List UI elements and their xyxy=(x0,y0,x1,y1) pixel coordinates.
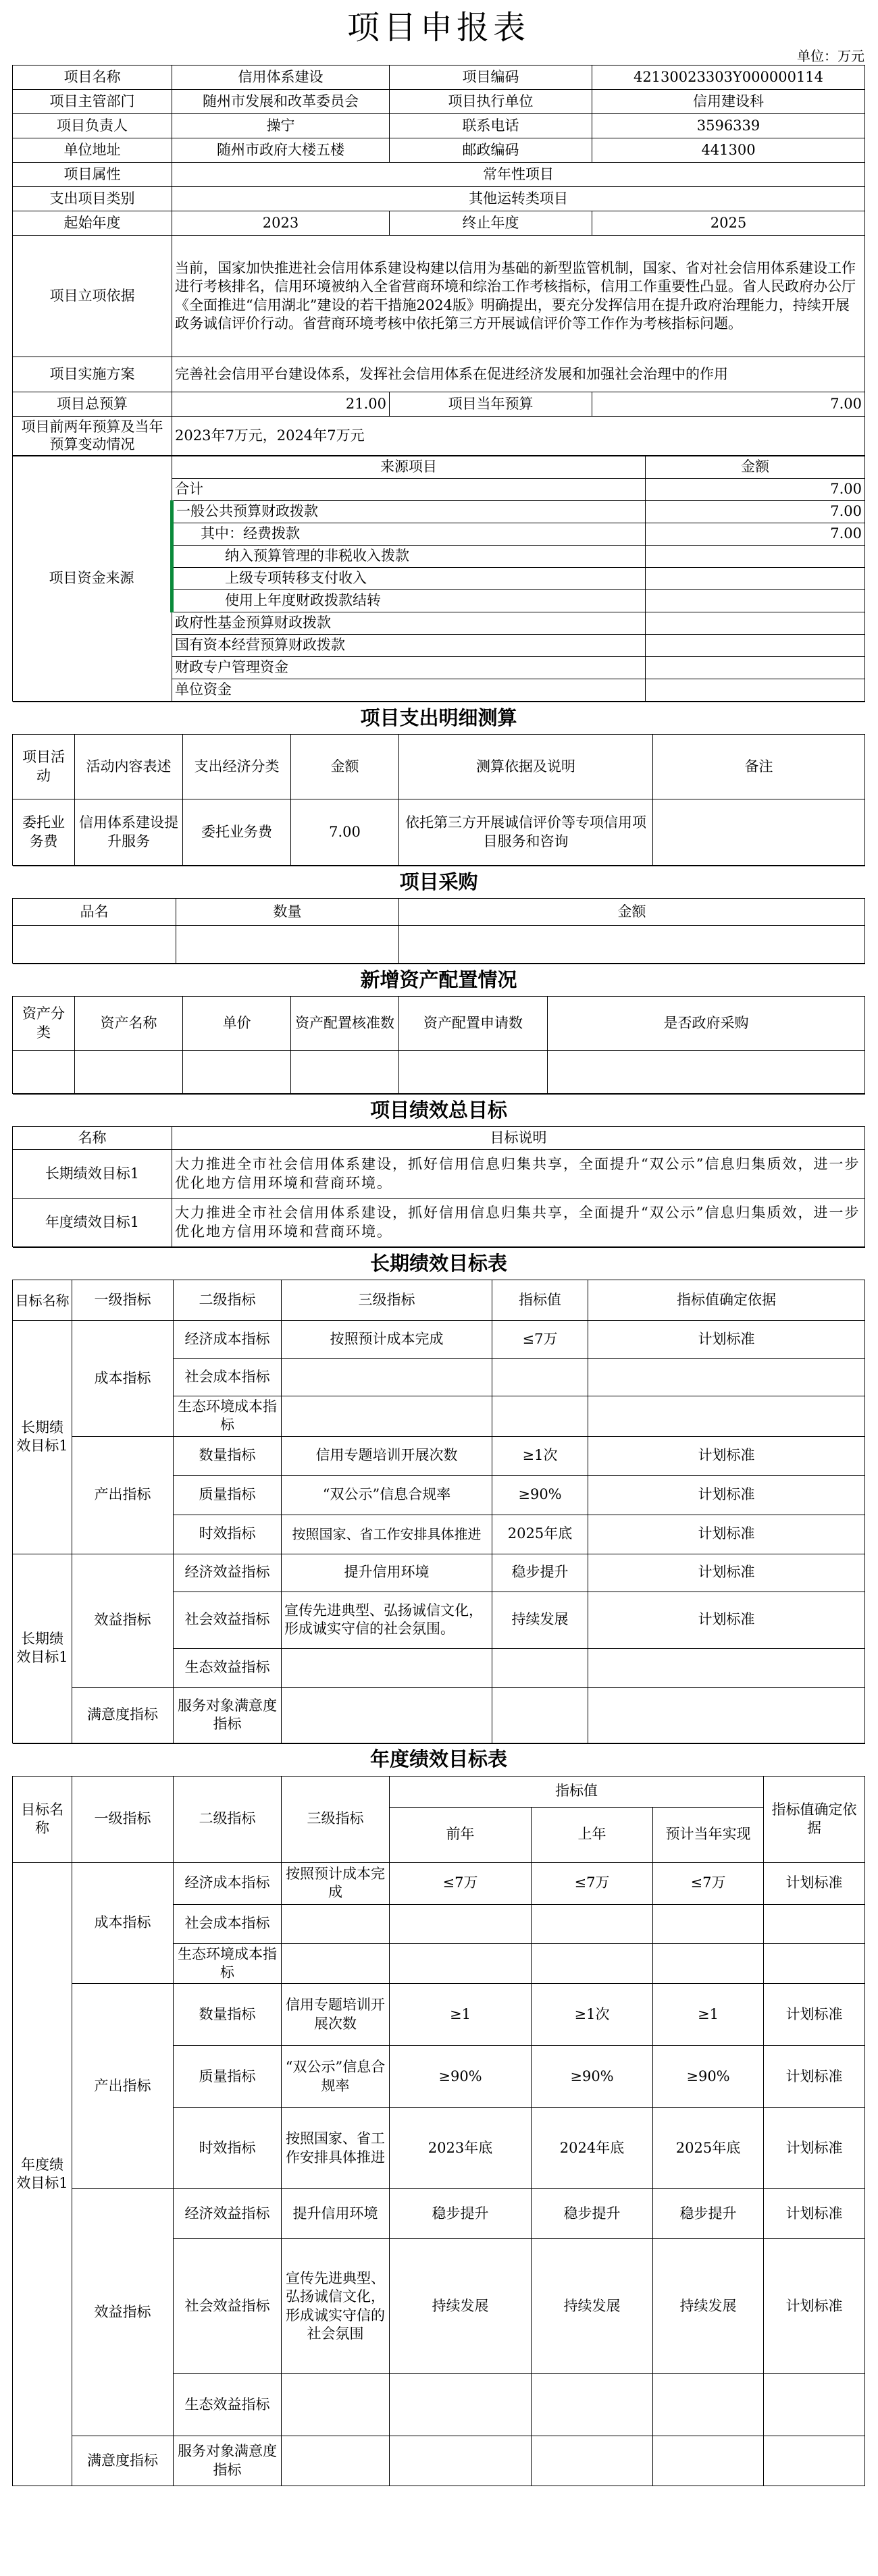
value-last xyxy=(532,1904,653,1943)
end-year: 2025 xyxy=(592,211,865,236)
header-cell: 测算依据及说明 xyxy=(399,735,653,799)
level2-indicator: 数量指标 xyxy=(174,1984,282,2046)
level2-indicator: 经济成本指标 xyxy=(174,1321,282,1359)
funds-amount xyxy=(646,679,865,702)
funds-label: 项目资金来源 xyxy=(13,456,172,702)
level2-indicator: 经济效益指标 xyxy=(174,1554,282,1592)
long-goal-text: 大力推进全市社会信用体系建设，抓好信用信息归集共享，全面提升“双公示”信息归集质效，进一步优化地方信用环境和营商环境。 xyxy=(172,1150,865,1199)
project-basis: 当前，国家加快推进社会信用体系建设构建以信用为基础的新型监管机制，国家、省对社会信用体系建设工作进行考核排名，信用环境被纳入全省营商环境和综治工作考核指标，信用工作重要性凸显。省人民政府办公厅《全面推进“信用湖北”建设的若干措施2024版》明确提出，要充分发挥信用在提升政府治理能力，持续开展政务诚信评价行动。省营商环境考核中依托第三方开展诚信评价等工作作为考核指标问题。 xyxy=(172,236,865,357)
funds-source-item: 上级专项转移支付收入 xyxy=(172,568,646,590)
label-cell: 起始年度 xyxy=(13,211,172,236)
detail-cell: 7.00 xyxy=(291,799,399,866)
header-cell: 指标值 xyxy=(492,1280,588,1321)
asset-table xyxy=(12,964,865,1094)
header-cell: 三级指标 xyxy=(282,1280,492,1321)
level3-indicator xyxy=(282,2436,390,2486)
exec-unit: 信用建设科 xyxy=(592,90,865,114)
level3-indicator: 按照国家、省工作安排具体推进 xyxy=(282,1515,492,1554)
header-cell: 数量 xyxy=(176,899,399,926)
value-last xyxy=(532,1943,653,1984)
indicator-basis: 计划标准 xyxy=(764,2046,865,2108)
label-cell: 联系电话 xyxy=(390,114,592,138)
value-current: 2025年底 xyxy=(653,2108,764,2189)
header-cell: 支出经济分类 xyxy=(183,735,291,799)
funds-amount xyxy=(646,657,865,679)
page-title: 项目申报表 xyxy=(346,9,530,47)
funds-source-head: 来源项目 xyxy=(172,456,646,479)
indicator-basis: 计划标准 xyxy=(764,2108,865,2189)
label-cell: 项目实施方案 xyxy=(13,357,172,392)
indicator-value: ≥1次 xyxy=(492,1436,588,1475)
level3-indicator: 提升信用环境 xyxy=(282,1554,492,1592)
funds-source-item: 其中：经费拨款 xyxy=(172,523,646,546)
funds-table xyxy=(12,456,865,702)
label-cell: 单位地址 xyxy=(13,138,172,163)
indicator-basis xyxy=(764,1904,865,1943)
indicator-value: 稳步提升 xyxy=(492,1554,588,1592)
indicator-basis xyxy=(588,1648,865,1687)
label-cell: 项目前两年预算及当年预算变动情况 xyxy=(13,417,172,456)
funds-amount xyxy=(646,635,865,657)
value-last: ≥90% xyxy=(532,2046,653,2108)
level2-indicator: 生态效益指标 xyxy=(174,1648,282,1687)
header-cell: 备注 xyxy=(653,735,865,799)
header-cell: 一级指标 xyxy=(72,1280,174,1321)
header-cell: 目标说明 xyxy=(172,1127,865,1150)
funds-source-item: 政府性基金预算财政拨款 xyxy=(172,612,646,635)
indicator-value: ≤7万 xyxy=(492,1321,588,1359)
empty-cell xyxy=(399,926,865,964)
year-goal-text: 大力推进全市社会信用体系建设，抓好信用信息归集共享，全面提升“双公示”信息归集质效，进一步优化地方信用环境和营商环境。 xyxy=(172,1199,865,1247)
header-cell: 资产分类 xyxy=(13,997,75,1051)
year-goal-label: 年度绩效目标1 xyxy=(13,1199,172,1247)
level1-indicator: 产出指标 xyxy=(72,1984,174,2189)
indicator-basis xyxy=(588,1359,865,1396)
funds-source-item: 国有资本经营预算财政拨款 xyxy=(172,635,646,657)
value-before-last: 2023年底 xyxy=(390,2108,532,2189)
value-before-last xyxy=(390,2436,532,2486)
header-cell: 名称 xyxy=(13,1127,172,1150)
funds-source-item: 一般公共预算财政拨款 xyxy=(172,501,646,523)
label-cell: 邮政编码 xyxy=(390,138,592,163)
project-owner: 操宁 xyxy=(172,114,390,138)
indicator-basis: 计划标准 xyxy=(588,1515,865,1554)
header-cell: 活动内容表述 xyxy=(75,735,183,799)
value-current xyxy=(653,1904,764,1943)
value-current: ≥90% xyxy=(653,2046,764,2108)
goal-name: 长期绩效目标1 xyxy=(13,1321,72,1554)
long-goal-label: 长期绩效目标1 xyxy=(13,1150,172,1199)
header-cell: 品名 xyxy=(13,899,176,926)
value-last: ≥1次 xyxy=(532,1984,653,2046)
total-budget: 21.00 xyxy=(172,392,390,417)
level3-indicator: 按照国家、省工作安排具体推进 xyxy=(282,2108,390,2189)
label-cell: 项目主管部门 xyxy=(13,90,172,114)
indicator-basis xyxy=(764,2436,865,2486)
value-before-last: 稳步提升 xyxy=(390,2189,532,2239)
label-cell: 项目执行单位 xyxy=(390,90,592,114)
indicator-basis: 计划标准 xyxy=(588,1321,865,1359)
unit-label: 单位：万元 xyxy=(797,48,864,64)
indicator-basis: 计划标准 xyxy=(764,1862,865,1904)
project-dept: 随州市发展和改革委员会 xyxy=(172,90,390,114)
indicator-value: 2025年底 xyxy=(492,1515,588,1554)
level3-indicator xyxy=(282,1943,390,1984)
header-cell: 预计当年实现 xyxy=(653,1807,764,1862)
level3-indicator xyxy=(282,1687,492,1743)
indicator-basis: 计划标准 xyxy=(764,2189,865,2239)
indicator-value: 持续发展 xyxy=(492,1592,588,1648)
header-cell: 单价 xyxy=(183,997,291,1051)
level2-indicator: 数量指标 xyxy=(174,1436,282,1475)
indicator-basis: 计划标准 xyxy=(588,1554,865,1592)
level3-indicator xyxy=(282,1904,390,1943)
section-title: 年度绩效目标表 xyxy=(13,1743,865,1776)
empty-cell xyxy=(399,1051,548,1094)
level2-indicator: 生态环境成本指标 xyxy=(174,1943,282,1984)
level2-indicator: 质量指标 xyxy=(174,2046,282,2108)
empty-cell xyxy=(75,1051,183,1094)
level2-indicator: 社会成本指标 xyxy=(174,1904,282,1943)
empty-cell xyxy=(548,1051,865,1094)
indicator-basis xyxy=(588,1396,865,1437)
goals-table xyxy=(12,1094,865,1247)
header-cell: 目标名称 xyxy=(13,1280,72,1321)
value-last: 稳步提升 xyxy=(532,2189,653,2239)
value-before-last: ≥90% xyxy=(390,2046,532,2108)
detail-table xyxy=(12,702,865,866)
label-cell: 项目总预算 xyxy=(13,392,172,417)
project-attribute: 常年性项目 xyxy=(172,163,865,187)
funds-amount: 7.00 xyxy=(646,501,865,523)
value-current: 稳步提升 xyxy=(653,2189,764,2239)
long-goal-table xyxy=(12,1247,865,1743)
funds-amount xyxy=(646,612,865,635)
level1-indicator: 成本指标 xyxy=(72,1321,174,1437)
value-current: ≥1 xyxy=(653,1984,764,2046)
level2-indicator: 生态环境成本指标 xyxy=(174,1396,282,1437)
funds-amount: 7.00 xyxy=(646,479,865,501)
indicator-basis: 计划标准 xyxy=(764,2239,865,2374)
level3-indicator: 按照预计成本完成 xyxy=(282,1321,492,1359)
level1-indicator: 效益指标 xyxy=(72,2189,174,2436)
section-title: 项目支出明细测算 xyxy=(13,702,865,735)
indicator-basis xyxy=(764,1943,865,1984)
header-cell: 是否政府采购 xyxy=(548,997,865,1051)
indicator-basis: 计划标准 xyxy=(588,1475,865,1515)
indicator-basis: 计划标准 xyxy=(588,1436,865,1475)
level2-indicator: 社会效益指标 xyxy=(174,2239,282,2374)
value-current: ≤7万 xyxy=(653,1862,764,1904)
year-budget: 7.00 xyxy=(592,392,865,417)
header-cell: 上年 xyxy=(532,1807,653,1862)
funds-amount: 7.00 xyxy=(646,523,865,546)
funds-amount xyxy=(646,568,865,590)
level2-indicator: 社会效益指标 xyxy=(174,1592,282,1648)
level2-indicator: 经济效益指标 xyxy=(174,2189,282,2239)
section-title: 长期绩效目标表 xyxy=(13,1248,865,1280)
label-cell: 项目负责人 xyxy=(13,114,172,138)
indicator-value xyxy=(492,1648,588,1687)
value-current: 持续发展 xyxy=(653,2239,764,2374)
value-before-last xyxy=(390,1904,532,1943)
budget-change: 2023年7万元，2024年7万元 xyxy=(172,417,865,456)
expense-type: 其他运转类项目 xyxy=(172,187,865,211)
section-title: 项目绩效总目标 xyxy=(13,1095,865,1127)
purchase-table xyxy=(12,866,865,964)
indicator-value xyxy=(492,1396,588,1437)
level3-indicator: 按照预计成本完成 xyxy=(282,1862,390,1904)
value-last: ≤7万 xyxy=(532,1862,653,1904)
detail-cell: 依托第三方开展诚信评价等专项信用项目服务和咨询 xyxy=(399,799,653,866)
section-title: 新增资产配置情况 xyxy=(13,964,865,997)
value-before-last: ≤7万 xyxy=(390,1862,532,1904)
value-current xyxy=(653,2374,764,2436)
label-cell: 支出项目类别 xyxy=(13,187,172,211)
funds-source-item: 使用上年度财政拨款结转 xyxy=(172,590,646,612)
indicator-value: ≥90% xyxy=(492,1475,588,1515)
funds-source-item: 纳入预算管理的非税收入拨款 xyxy=(172,546,646,568)
level3-indicator xyxy=(282,1396,492,1437)
unit-address: 随州市政府大楼五楼 xyxy=(172,138,390,163)
report-page xyxy=(12,0,864,2486)
level2-indicator: 服务对象满意度指标 xyxy=(174,2436,282,2486)
level2-indicator: 时效指标 xyxy=(174,2108,282,2189)
value-current xyxy=(653,1943,764,1984)
header-cell: 金额 xyxy=(291,735,399,799)
project-name: 信用体系建设 xyxy=(172,65,390,90)
value-last xyxy=(532,2436,653,2486)
header-cell: 指标值 xyxy=(390,1776,764,1807)
detail-cell: 委托业务费 xyxy=(183,799,291,866)
value-current xyxy=(653,2436,764,2486)
level1-indicator: 满意度指标 xyxy=(72,2436,174,2486)
level2-indicator: 质量指标 xyxy=(174,1475,282,1515)
funds-amount xyxy=(646,546,865,568)
goal-name: 长期绩效目标1 xyxy=(13,1554,72,1743)
value-last: 2024年底 xyxy=(532,2108,653,2189)
empty-cell xyxy=(13,926,176,964)
funds-source-item: 单位资金 xyxy=(172,679,646,702)
indicator-basis: 计划标准 xyxy=(588,1592,865,1648)
value-last xyxy=(532,2374,653,2436)
value-last: 持续发展 xyxy=(532,2239,653,2374)
empty-cell xyxy=(183,1051,291,1094)
indicator-basis xyxy=(588,1687,865,1743)
value-before-last xyxy=(390,1943,532,1984)
label-cell: 项目属性 xyxy=(13,163,172,187)
funds-amount xyxy=(646,590,865,612)
value-before-last: 持续发展 xyxy=(390,2239,532,2374)
basic-info-table xyxy=(12,65,865,456)
level1-indicator: 满意度指标 xyxy=(72,1687,174,1743)
label-cell: 项目名称 xyxy=(13,65,172,90)
empty-cell xyxy=(176,926,399,964)
header-cell: 一级指标 xyxy=(72,1776,174,1862)
year-goal-table xyxy=(12,1743,865,2487)
funds-source-item: 财政专户管理资金 xyxy=(172,657,646,679)
header-cell: 二级指标 xyxy=(174,1776,282,1862)
header-cell: 指标值确定依据 xyxy=(588,1280,865,1321)
indicator-basis xyxy=(764,2374,865,2436)
empty-cell xyxy=(291,1051,399,1094)
level2-indicator: 时效指标 xyxy=(174,1515,282,1554)
header-cell: 项目活动 xyxy=(13,735,75,799)
indicator-value xyxy=(492,1687,588,1743)
header-cell: 资产配置申请数 xyxy=(399,997,548,1051)
level2-indicator: 服务对象满意度指标 xyxy=(174,1687,282,1743)
implementation-plan: 完善社会信用平台建设体系，发挥社会信用体系在促进经济发展和加强社会治理中的作用 xyxy=(172,357,865,392)
label-cell: 终止年度 xyxy=(390,211,592,236)
level3-indicator: 提升信用环境 xyxy=(282,2189,390,2239)
empty-cell xyxy=(13,1051,75,1094)
level3-indicator xyxy=(282,1648,492,1687)
header-cell: 前年 xyxy=(390,1807,532,1862)
level3-indicator: 宣传先进典型、弘扬诚信文化，形成诚实守信的社会氛围。 xyxy=(282,1592,492,1648)
indicator-value xyxy=(492,1359,588,1396)
level3-indicator: “双公示”信息合规率 xyxy=(282,2046,390,2108)
contact-phone: 3596339 xyxy=(592,114,865,138)
goal-name: 年度绩效目标1 xyxy=(13,1862,72,2486)
detail-cell: 委托业务费 xyxy=(13,799,75,866)
level1-indicator: 效益指标 xyxy=(72,1554,174,1687)
header-cell: 资产名称 xyxy=(75,997,183,1051)
header-cell: 二级指标 xyxy=(174,1280,282,1321)
value-before-last: ≥1 xyxy=(390,1984,532,2046)
level3-indicator: 信用专题培训开展次数 xyxy=(282,1984,390,2046)
funds-amount-head: 金额 xyxy=(646,456,865,479)
level3-indicator xyxy=(282,1359,492,1396)
funds-source-item: 合计 xyxy=(172,479,646,501)
start-year: 2023 xyxy=(172,211,390,236)
header-cell: 目标名称 xyxy=(13,1776,72,1862)
header-cell: 指标值确定依据 xyxy=(764,1776,865,1862)
level2-indicator: 社会成本指标 xyxy=(174,1359,282,1396)
zip-code: 441300 xyxy=(592,138,865,163)
detail-cell: 信用体系建设提升服务 xyxy=(75,799,183,866)
label-cell: 项目立项依据 xyxy=(13,236,172,357)
indicator-basis: 计划标准 xyxy=(764,1984,865,2046)
project-code: 42130023303Y000000114 xyxy=(592,65,865,90)
label-cell: 项目当年预算 xyxy=(390,392,592,417)
level2-indicator: 生态效益指标 xyxy=(174,2374,282,2436)
header-cell: 三级指标 xyxy=(282,1776,390,1862)
level3-indicator xyxy=(282,2374,390,2436)
level2-indicator: 经济成本指标 xyxy=(174,1862,282,1904)
detail-cell xyxy=(653,799,865,866)
level3-indicator: “双公示”信息合规率 xyxy=(282,1475,492,1515)
header-cell: 金额 xyxy=(399,899,865,926)
value-before-last xyxy=(390,2374,532,2436)
label-cell: 项目编码 xyxy=(390,65,592,90)
level3-indicator: 信用专题培训开展次数 xyxy=(282,1436,492,1475)
section-title: 项目采购 xyxy=(13,866,865,899)
header-cell: 资产配置核准数 xyxy=(291,997,399,1051)
level1-indicator: 产出指标 xyxy=(72,1436,174,1554)
level1-indicator: 成本指标 xyxy=(72,1862,174,1984)
level3-indicator: 宣传先进典型、弘扬诚信文化，形成诚实守信的社会氛围 xyxy=(282,2239,390,2374)
